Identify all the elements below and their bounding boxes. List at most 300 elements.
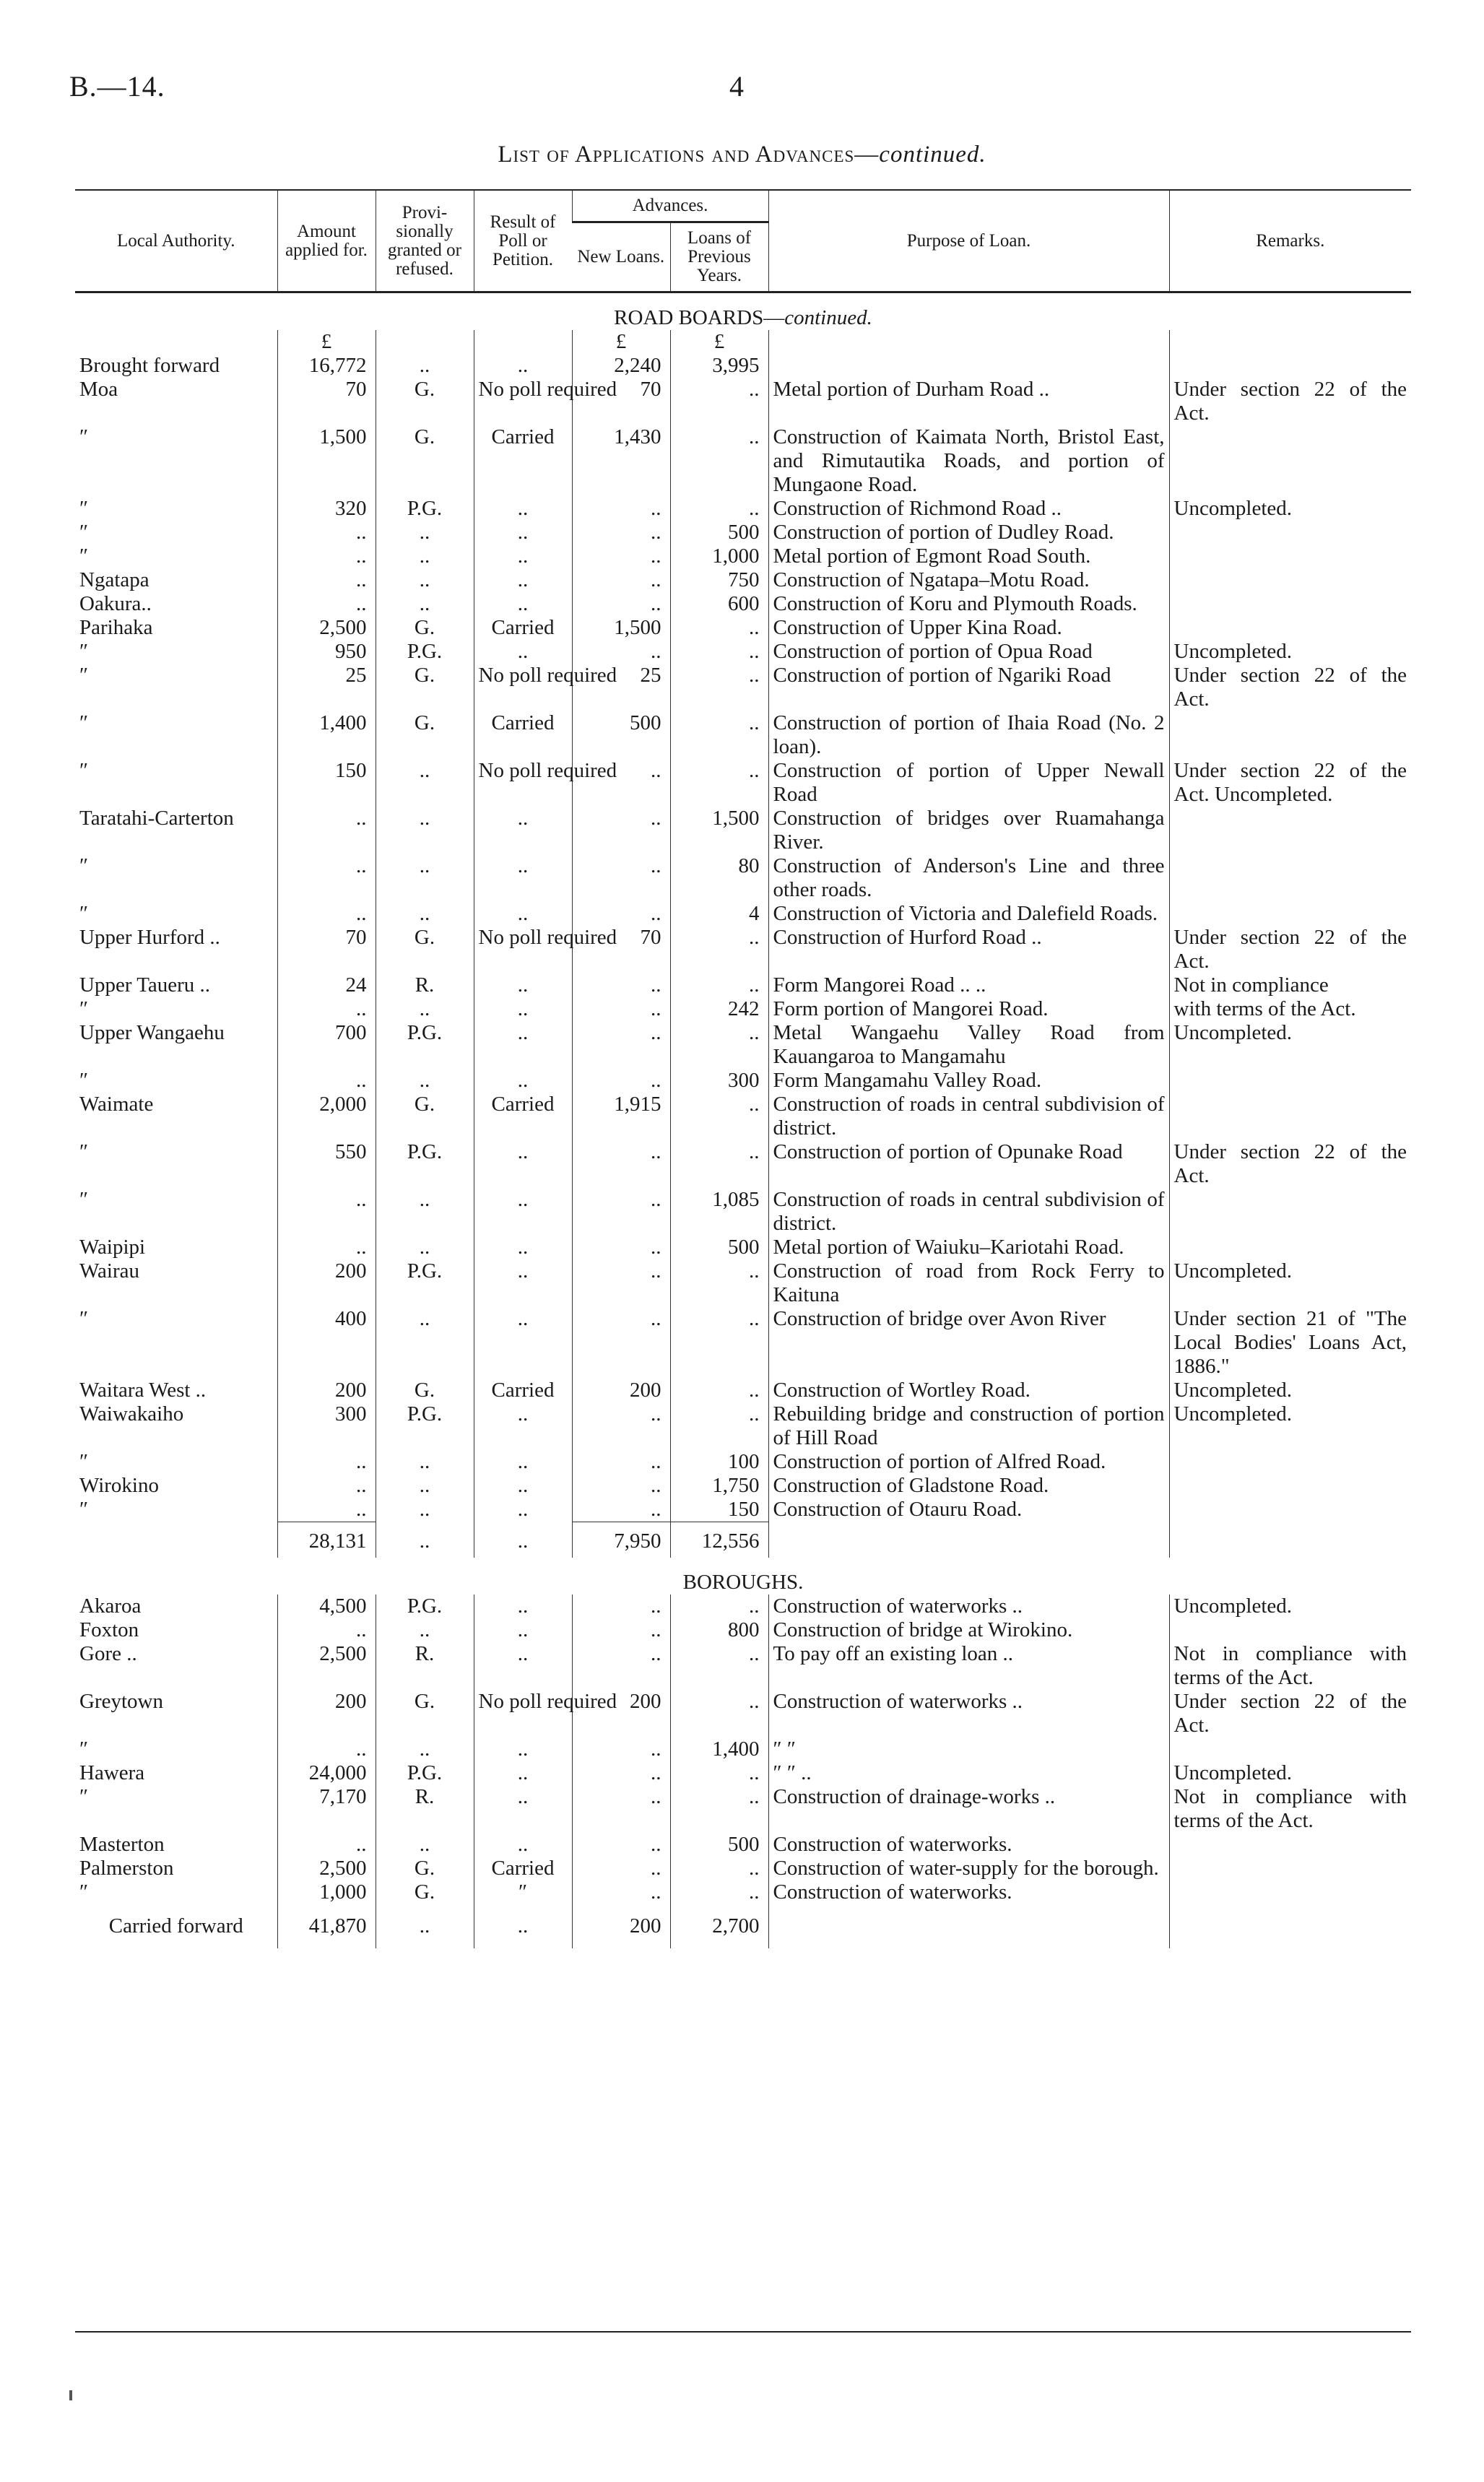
road-boards-section [75,292,1411,1522]
new-loans-cell: .. [572,1594,670,1618]
remarks-cell [1169,1236,1411,1259]
granted-cell: .. [376,1307,474,1379]
previous-loans-cell: 1,400 [670,1737,768,1761]
table-row [75,1069,1411,1093]
authority-cell: Waiwakaiho [79,1402,184,1426]
total-row [75,1522,1411,1558]
remarks-cell: Not in compliance with terms of the Act. [1169,1785,1411,1833]
authority-cell: Taratahi-Carterton [79,807,234,830]
new-loans-cell: .. [572,1021,670,1069]
previous-loans-cell: .. [670,1690,768,1737]
remarks-cell: Under section 22 of the Act. Uncompleted. [1169,759,1411,807]
table-row [75,926,1411,973]
purpose-cell: Construction of Victoria and Dalefield Roads. [768,902,1169,926]
new-loans-cell: .. [572,592,670,616]
result-cell: .. [474,1737,572,1761]
table-row [75,592,1411,616]
purpose-cell: Construction of Gladstone Road. [768,1474,1169,1498]
previous-loans-cell: .. [670,1307,768,1379]
authority-cell: Ngatapa [79,568,149,591]
section-heading-boroughs [75,1558,1411,1594]
previous-loans-cell: .. [670,926,768,973]
granted-cell: G. [376,711,474,759]
new-loans-cell: .. [572,568,670,592]
table-row [75,378,1411,425]
result-cell: .. [474,807,572,854]
table-row [75,1236,1411,1259]
remarks-cell: Under section 22 of the Act. [1169,378,1411,425]
previous-loans-cell: 600 [670,592,768,616]
remarks-cell: with terms of the Act. [1169,997,1411,1021]
granted-cell: P.G. [376,1140,474,1188]
remarks-cell: Under section 22 of the Act. [1169,1140,1411,1188]
purpose-cell: Construction of portion of Alfred Road. [768,1450,1169,1474]
remarks-cell [1169,568,1411,592]
purpose-cell: Construction of roads in central subdivision of district. [768,1188,1169,1236]
carried-amount: 41,870 [277,1904,376,1948]
granted-cell: .. [376,1474,474,1498]
remarks-cell [1169,616,1411,640]
result-cell: .. [474,1642,572,1690]
authority-cell: ″ [79,640,89,663]
purpose-cell: Construction of Kaimata North, Bristol East, and Rimutautika Roads, and portion of Mungaone Road. [768,425,1169,497]
remarks-cell [1169,1093,1411,1140]
col-purpose-of-loan: Purpose of Loan. [768,190,1169,292]
previous-loans-cell: 80 [670,854,768,902]
remarks-cell: Uncompleted. [1169,1761,1411,1785]
granted-cell: .. [376,1236,474,1259]
authority-cell: ″ [79,1450,89,1473]
previous-loans-cell: 100 [670,1450,768,1474]
result-cell: .. [474,592,572,616]
new-loans-cell: .. [572,544,670,568]
amount-cell: 24 [277,973,376,997]
table-row [75,1307,1411,1379]
new-loans-cell: .. [572,1737,670,1761]
total-previous-loans: 12,556 [670,1522,768,1558]
remarks-cell [1169,1498,1411,1522]
authority-cell: ″ [79,521,89,544]
result-cell: .. [474,1594,572,1618]
remarks-cell: Uncompleted. [1169,1379,1411,1402]
purpose-cell: Construction of bridges over Ruamahanga River. [768,807,1169,854]
table-row [75,1857,1411,1880]
new-loans-cell: .. [572,1307,670,1379]
remarks-cell [1169,521,1411,544]
result-cell: .. [474,854,572,902]
result-cell: No poll required [474,378,572,425]
remarks-cell [1169,711,1411,759]
previous-loans-cell: 1,085 [670,1188,768,1236]
table-row [75,1259,1411,1307]
purpose-cell: Construction of portion of Dudley Road. [768,521,1169,544]
remarks-cell [1169,1857,1411,1880]
authority-cell: Akaroa [79,1594,142,1618]
remarks-cell: Under section 22 of the Act. [1169,926,1411,973]
purpose-cell: Construction of waterworks. [768,1833,1169,1857]
carried-forward-row [75,1904,1411,1948]
authority-cell: Oakura.. [79,592,152,615]
table-row [75,1140,1411,1188]
col-remarks: Remarks. [1169,190,1411,292]
result-cell: Carried [474,425,572,497]
amount-cell: .. [277,1069,376,1093]
purpose-cell: Construction of Richmond Road .. [768,497,1169,521]
amount-cell: 2,500 [277,1857,376,1880]
carried-previous-loans: 2,700 [670,1904,768,1948]
new-loans-cell: .. [572,1474,670,1498]
amount-cell: 2,000 [277,1093,376,1140]
result-cell: ″ [474,1880,572,1904]
authority-cell: Parihaka [79,616,153,639]
authority-cell: Upper Taueru .. [79,973,211,997]
result-cell: No poll required [474,1690,572,1737]
amount-cell: .. [277,521,376,544]
new-loans-cell: 1,915 [572,1093,670,1140]
carried-result: .. [474,1904,572,1948]
carried-forward-section [75,1904,1411,1948]
road-boards-total [75,1522,1411,1558]
carried-forward-label: Carried forward [108,1914,243,1938]
currency-symbol: £ [277,330,376,354]
purpose-cell: Construction of portion of Opunake Road [768,1140,1169,1188]
granted-cell: P.G. [376,497,474,521]
authority-cell: ″ [79,1188,89,1211]
amount-cell: 7,170 [277,1785,376,1833]
previous-loans-cell: 242 [670,997,768,1021]
table-row [75,711,1411,759]
new-loans-cell: 500 [572,711,670,759]
result-cell: .. [474,997,572,1021]
purpose-cell: Construction of Anderson's Line and three other roads. [768,854,1169,902]
granted-cell: .. [376,568,474,592]
authority-cell: Upper Hurford .. [79,926,220,949]
table-row [75,1594,1411,1618]
table-row [75,1021,1411,1069]
granted-cell: .. [376,902,474,926]
new-loans-cell: .. [572,1402,670,1450]
previous-loans-cell: .. [670,1594,768,1618]
amount-cell: .. [277,807,376,854]
result-cell: Carried [474,616,572,640]
remarks-cell [1169,425,1411,497]
currency-symbol: £ [572,330,670,354]
new-loans-cell: .. [572,1785,670,1833]
table-row [75,354,1411,378]
road-boards-heading-continued: continued. [784,306,872,329]
table-row [75,425,1411,497]
table-row [75,973,1411,997]
total-new-loans: 7,950 [572,1522,670,1558]
previous-loans-cell: 800 [670,1618,768,1642]
previous-loans-cell: .. [670,1402,768,1450]
purpose-cell: Construction of Otauru Road. [768,1498,1169,1522]
authority-cell: Palmerston [79,1857,174,1880]
road-boards-heading: ROAD BOARDS— [614,306,785,329]
amount-cell: 16,772 [277,354,376,378]
result-cell: .. [474,568,572,592]
table-row [75,1093,1411,1140]
granted-cell: .. [376,1833,474,1857]
purpose-cell: Construction of roads in central subdivision of district. [768,1093,1169,1140]
amount-cell: 4,500 [277,1594,376,1618]
granted-cell: .. [376,759,474,807]
page-number: 4 [729,70,744,103]
remarks-cell [1169,1188,1411,1236]
table-row [75,1690,1411,1737]
amount-cell: 2,500 [277,1642,376,1690]
document-reference: B.—14. [69,70,165,103]
purpose-cell: Construction of waterworks. [768,1880,1169,1904]
purpose-cell: Construction of Upper Kina Road. [768,616,1169,640]
previous-loans-cell: .. [670,497,768,521]
amount-cell: .. [277,902,376,926]
result-cell: .. [474,1474,572,1498]
bottom-rule [75,2331,1411,2333]
result-cell: .. [474,1450,572,1474]
amount-cell: .. [277,544,376,568]
amount-cell: 1,500 [277,425,376,497]
table-row [75,497,1411,521]
table-row [75,1474,1411,1498]
table-row [75,997,1411,1021]
authority-cell: Wairau [79,1259,140,1283]
previous-loans-cell: .. [670,616,768,640]
table-row [75,616,1411,640]
remarks-cell: Uncompleted. [1169,640,1411,664]
authority-cell: ″ [79,997,89,1020]
authority-cell: Wirokino [79,1474,159,1497]
authority-cell: Waipipi [79,1236,146,1259]
purpose-cell: Metal portion of Egmont Road South. [768,544,1169,568]
purpose-cell: Construction of Hurford Road .. [768,926,1169,973]
result-cell: .. [474,1259,572,1307]
boroughs-heading: BOROUGHS. [682,1571,804,1594]
amount-cell: 320 [277,497,376,521]
table-row [75,1379,1411,1402]
amount-cell: 70 [277,378,376,425]
purpose-cell: Construction of Koru and Plymouth Roads. [768,592,1169,616]
granted-cell: P.G. [376,1402,474,1450]
previous-loans-cell: .. [670,1140,768,1188]
table-row [75,1642,1411,1690]
new-loans-cell: .. [572,1140,670,1188]
remarks-cell [1169,807,1411,854]
amount-cell: .. [277,568,376,592]
new-loans-cell: .. [572,640,670,664]
result-cell: Carried [474,1379,572,1402]
previous-loans-cell: 300 [670,1069,768,1093]
result-cell: .. [474,902,572,926]
authority-cell: Greytown [79,1690,163,1713]
amount-cell: .. [277,854,376,902]
table-row [75,1402,1411,1450]
purpose-cell: ″ ″ [768,1737,1169,1761]
purpose-cell: Construction of drainage-works .. [768,1785,1169,1833]
remarks-cell: Under section 22 of the Act. [1169,1690,1411,1737]
purpose-cell: Metal portion of Waiuku–Kariotahi Road. [768,1236,1169,1259]
amount-cell: .. [277,1833,376,1857]
table-row [75,807,1411,854]
granted-cell: G. [376,1379,474,1402]
carried-new-loans: 200 [572,1904,670,1948]
authority-cell: ″ [79,1307,89,1330]
result-cell: .. [474,544,572,568]
authority-cell: Gore .. [79,1642,137,1665]
result-cell: .. [474,1618,572,1642]
new-loans-cell: .. [572,1259,670,1307]
previous-loans-cell: .. [670,664,768,711]
amount-cell: 70 [277,926,376,973]
result-cell: .. [474,354,572,378]
amount-cell: 24,000 [277,1761,376,1785]
new-loans-cell: .. [572,1857,670,1880]
amount-cell: 200 [277,1690,376,1737]
purpose-cell: Construction of water-supply for the borough. [768,1857,1169,1880]
remarks-cell [1169,1069,1411,1093]
remarks-cell: Uncompleted. [1169,1594,1411,1618]
remarks-cell [1169,1618,1411,1642]
amount-cell: .. [277,1450,376,1474]
purpose-cell: Rebuilding bridge and construction of portion of Hill Road [768,1402,1169,1450]
new-loans-cell: 2,240 [572,354,670,378]
granted-cell: G. [376,1093,474,1140]
granted-cell: .. [376,854,474,902]
amount-cell: .. [277,1474,376,1498]
col-advances: Advances. [572,190,768,222]
carried-granted: .. [376,1904,474,1948]
granted-cell: .. [376,1188,474,1236]
new-loans-cell: .. [572,521,670,544]
col-result-of-poll: Result of Poll or Petition. [474,190,572,292]
table-row [75,1188,1411,1236]
table-row [75,521,1411,544]
new-loans-cell: .. [572,497,670,521]
granted-cell: P.G. [376,1761,474,1785]
result-cell: .. [474,1188,572,1236]
authority-cell: ″ [79,425,89,448]
new-loans-cell: 25 [572,664,670,711]
granted-cell: .. [376,1450,474,1474]
remarks-cell: Under section 21 of "The Local Bodies' Loans Act, 1886." [1169,1307,1411,1379]
result-cell: .. [474,1021,572,1069]
amount-cell: .. [277,1188,376,1236]
total-amount: 28,131 [277,1522,376,1558]
result-cell: .. [474,1761,572,1785]
title-continued: continued. [879,142,986,168]
col-local-authority: Local Authority. [75,190,277,292]
previous-loans-cell: .. [670,1021,768,1069]
amount-cell: .. [277,1236,376,1259]
amount-cell: 150 [277,759,376,807]
purpose-cell: Form Mangamahu Valley Road. [768,1069,1169,1093]
new-loans-cell: 1,430 [572,425,670,497]
remarks-cell: Uncompleted. [1169,1021,1411,1069]
amount-cell: 950 [277,640,376,664]
previous-loans-cell: .. [670,759,768,807]
currency-row [75,330,1411,354]
remarks-cell [1169,1833,1411,1857]
purpose-cell: Construction of waterworks .. [768,1690,1169,1737]
new-loans-cell: 1,500 [572,616,670,640]
previous-loans-cell: 1,000 [670,544,768,568]
purpose-cell: Construction of waterworks .. [768,1594,1169,1618]
result-cell: .. [474,640,572,664]
col-new-loans: New Loans. [572,222,670,292]
granted-cell: .. [376,354,474,378]
remarks-cell [1169,1474,1411,1498]
result-cell: .. [474,1498,572,1522]
new-loans-cell: .. [572,1833,670,1857]
previous-loans-cell: 750 [670,568,768,592]
amount-cell: 25 [277,664,376,711]
purpose-cell: Construction of portion of Ngariki Road [768,664,1169,711]
previous-loans-cell: .. [670,1761,768,1785]
previous-loans-cell: .. [670,1880,768,1904]
new-loans-cell: .. [572,1188,670,1236]
result-cell: No poll required [474,759,572,807]
authority-cell: Waimate [79,1093,154,1116]
table-row [75,854,1411,902]
amount-cell: .. [277,592,376,616]
granted-cell: P.G. [376,1594,474,1618]
authority-cell: Brought forward [79,354,220,377]
amount-cell: .. [277,997,376,1021]
result-cell: No poll required [474,664,572,711]
new-loans-cell: 70 [572,378,670,425]
table-row [75,902,1411,926]
previous-loans-cell: .. [670,1093,768,1140]
granted-cell: P.G. [376,640,474,664]
purpose-cell: Construction of portion of Opua Road [768,640,1169,664]
table-row [75,1761,1411,1785]
new-loans-cell: .. [572,1498,670,1522]
loans-table [75,189,1411,1948]
new-loans-cell: 70 [572,926,670,973]
purpose-cell: Construction of bridge at Wirokino. [768,1618,1169,1642]
authority-cell: ″ [79,1069,89,1092]
granted-cell: .. [376,997,474,1021]
remarks-cell [1169,902,1411,926]
remarks-cell: Not in compliance with terms of the Act. [1169,1642,1411,1690]
table-row [75,664,1411,711]
authority-cell: ″ [79,759,89,782]
col-previous-loans: Loans of Previous Years. [670,222,768,292]
remarks-cell: Under section 22 of the Act. [1169,664,1411,711]
remarks-cell [1169,1450,1411,1474]
amount-cell: 200 [277,1379,376,1402]
amount-cell: 200 [277,1259,376,1307]
amount-cell: 550 [277,1140,376,1188]
previous-loans-cell: .. [670,640,768,664]
granted-cell: G. [376,926,474,973]
granted-cell: G. [376,1857,474,1880]
result-cell: .. [474,1402,572,1450]
new-loans-cell: .. [572,973,670,997]
authority-cell: ″ [79,854,89,877]
result-cell: Carried [474,1857,572,1880]
amount-cell: 2,500 [277,616,376,640]
table-row [75,1785,1411,1833]
result-cell: .. [474,1069,572,1093]
col-provisionally-granted: Provi- sionally granted or refused. [376,190,474,292]
amount-cell: .. [277,1498,376,1522]
previous-loans-cell: .. [670,378,768,425]
purpose-cell: Construction of road from Rock Ferry to Kaituna [768,1259,1169,1307]
new-loans-cell: .. [572,1618,670,1642]
purpose-cell: Construction of Wortley Road. [768,1379,1169,1402]
granted-cell: G. [376,1690,474,1737]
